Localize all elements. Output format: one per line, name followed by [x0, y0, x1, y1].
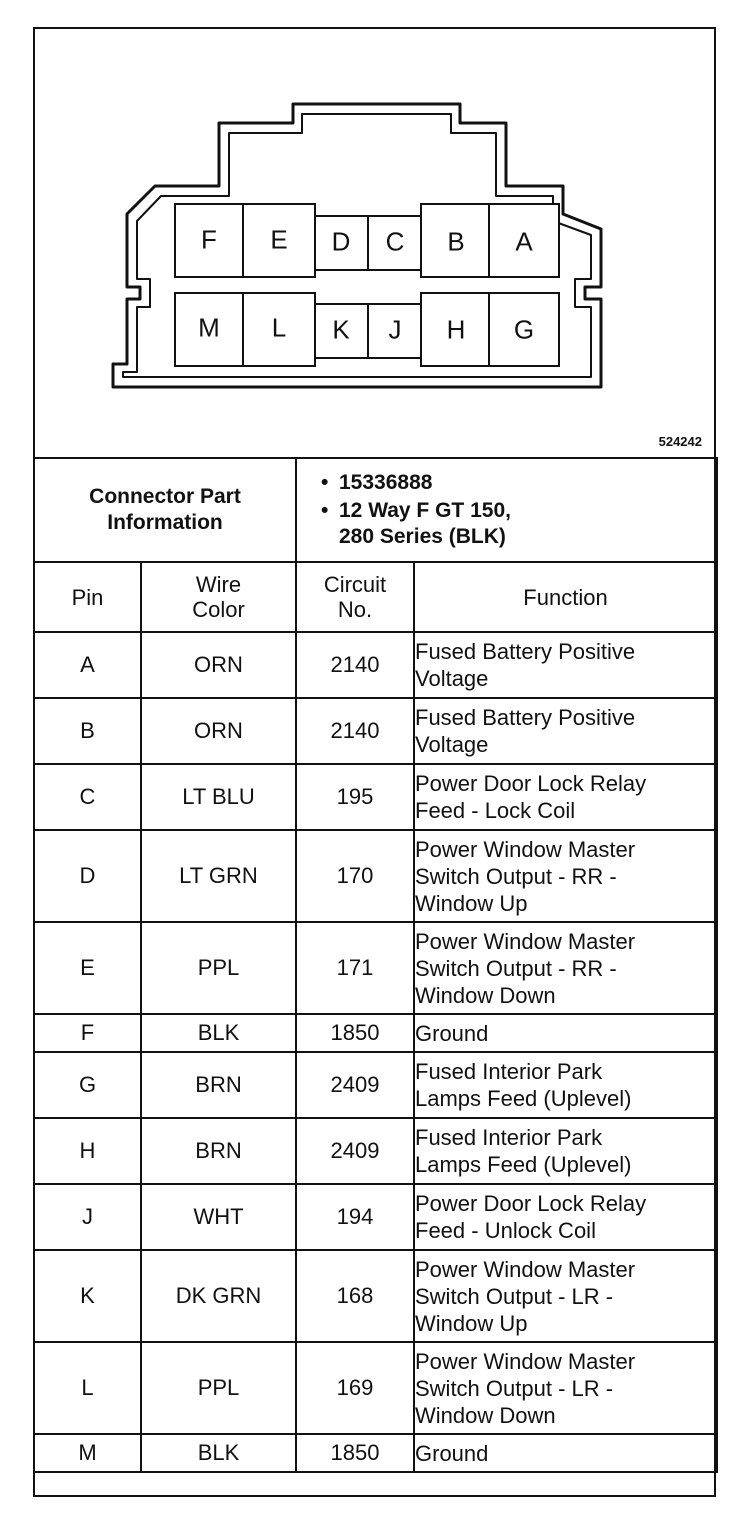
pin-label-g: G: [513, 314, 535, 345]
circuit-cell: 1850: [296, 1434, 414, 1472]
function-line: Ground: [415, 1020, 489, 1046]
function-cell: [414, 1052, 717, 1118]
wire-color-cell: DK GRN: [141, 1250, 296, 1342]
pin-cell: E: [34, 922, 141, 1014]
part-info-label-line1: Connector Part: [89, 485, 241, 508]
table-row: [34, 1014, 717, 1052]
table-row: [34, 1434, 717, 1472]
circuit-cell: 1850: [296, 1014, 414, 1052]
function-cell: [414, 1014, 717, 1052]
wire-color-cell: BLK: [141, 1014, 296, 1052]
part-description-line2: 280 Series (BLK): [339, 525, 506, 548]
wire-color-cell: PPL: [141, 1342, 296, 1434]
header-circuit-no: [296, 562, 414, 632]
function-line: Ground: [415, 1440, 489, 1466]
pin-cell: F: [34, 1014, 141, 1052]
pin-label-l: L: [271, 312, 287, 343]
wire-color-cell: BLK: [141, 1434, 296, 1472]
header-circuit-line2: No.: [337, 597, 373, 622]
function-line: Fused Interior Park: [415, 1125, 603, 1150]
function-line: Power Window Master: [415, 1256, 636, 1282]
function-line: Lamps Feed (Uplevel): [415, 1152, 632, 1177]
function-line: Window Up: [415, 1310, 528, 1336]
table-row: [34, 1052, 717, 1118]
wire-color-cell: BRN: [141, 1052, 296, 1118]
function-cell: [414, 764, 717, 830]
function-line: Power Door Lock Relay: [415, 1191, 647, 1216]
header-function: Function: [414, 562, 717, 632]
function-line: Feed - Unlock Coil: [415, 1218, 596, 1243]
header-wire-color-line1: Wire: [195, 572, 242, 597]
table-row: [34, 1184, 717, 1250]
function-cell: [414, 1184, 717, 1250]
function-cell: [414, 830, 717, 922]
table-row: [34, 830, 717, 922]
header-pin: Pin: [34, 562, 141, 632]
circuit-cell: 2140: [296, 698, 414, 764]
function-line: Voltage: [415, 732, 489, 757]
pin-cell: M: [34, 1434, 141, 1472]
part-description: [339, 498, 716, 550]
function-line: Switch Output - LR -: [415, 1283, 614, 1309]
header-circuit-line1: Circuit: [323, 572, 387, 597]
table-row: [34, 1250, 717, 1342]
pin-label-j: J: [388, 314, 402, 345]
function-line: Window Up: [415, 890, 528, 916]
pin-rows: [34, 632, 717, 1472]
function-cell: [414, 1250, 717, 1342]
connector-diagram: [35, 29, 714, 459]
part-info-label-line2: Information: [107, 511, 223, 534]
pin-cell: C: [34, 764, 141, 830]
function-line: Fused Interior Park: [415, 1059, 603, 1084]
function-line: Power Door Lock Relay: [415, 771, 647, 796]
wire-color-cell: PPL: [141, 922, 296, 1014]
connector-face-outline: [35, 29, 714, 459]
pin-label-a: A: [515, 226, 533, 257]
header-wire-color-line2: Color: [192, 597, 245, 622]
part-description-line1: 12 Way F GT 150,: [339, 499, 511, 522]
function-line: Power Window Master: [415, 928, 636, 954]
pin-label-e: E: [270, 224, 288, 255]
part-info-label: [34, 458, 296, 562]
function-line: Window Down: [415, 982, 556, 1008]
function-line: Switch Output - RR -: [415, 863, 617, 889]
function-line: Voltage: [415, 666, 489, 691]
pin-cell: J: [34, 1184, 141, 1250]
pin-label-f: F: [201, 224, 217, 255]
wire-color-cell: WHT: [141, 1184, 296, 1250]
circuit-cell: 169: [296, 1342, 414, 1434]
function-cell: [414, 1118, 717, 1184]
pin-label-c: C: [385, 226, 405, 257]
part-info-row: [34, 458, 717, 562]
circuit-cell: 2409: [296, 1052, 414, 1118]
circuit-cell: 170: [296, 830, 414, 922]
function-cell: [414, 1434, 717, 1472]
function-line: Power Window Master: [415, 836, 636, 862]
circuit-cell: 195: [296, 764, 414, 830]
function-line: Fused Battery Positive: [415, 639, 636, 664]
header-row: [34, 562, 717, 632]
wire-color-cell: LT BLU: [141, 764, 296, 830]
pin-label-m: M: [198, 312, 220, 343]
pin-cell: A: [34, 632, 141, 698]
wire-color-cell: LT GRN: [141, 830, 296, 922]
figure-id: 524242: [658, 434, 702, 449]
function-cell: [414, 1342, 717, 1434]
function-cell: [414, 698, 717, 764]
circuit-cell: 194: [296, 1184, 414, 1250]
table-row: [34, 764, 717, 830]
wire-color-cell: BRN: [141, 1118, 296, 1184]
function-line: Lamps Feed (Uplevel): [415, 1086, 632, 1111]
pin-cell: H: [34, 1118, 141, 1184]
pin-cell: K: [34, 1250, 141, 1342]
pin-label-h: H: [446, 314, 466, 345]
table-row: [34, 1118, 717, 1184]
part-number: • 15336888: [339, 470, 716, 496]
function-line: Window Down: [415, 1402, 556, 1428]
pin-cell: L: [34, 1342, 141, 1434]
pin-label-d: D: [331, 226, 351, 257]
circuit-cell: 168: [296, 1250, 414, 1342]
part-info-items: [296, 458, 717, 562]
circuit-cell: 2140: [296, 632, 414, 698]
pin-cell: D: [34, 830, 141, 922]
function-cell: [414, 632, 717, 698]
function-line: Switch Output - LR -: [415, 1375, 614, 1401]
pin-label-k: K: [332, 314, 350, 345]
circuit-cell: 2409: [296, 1118, 414, 1184]
pin-label-b: B: [447, 226, 465, 257]
connector-figure-frame: [33, 27, 716, 1497]
table-row: [34, 632, 717, 698]
wire-color-cell: ORN: [141, 698, 296, 764]
header-wire-color: [141, 562, 296, 632]
function-line: Feed - Lock Coil: [415, 798, 576, 823]
function-line: Power Window Master: [415, 1348, 636, 1374]
function-line: Switch Output - RR -: [415, 955, 617, 981]
table-row: [34, 1342, 717, 1434]
circuit-cell: 171: [296, 922, 414, 1014]
table-row: [34, 922, 717, 1014]
table-row: [34, 698, 717, 764]
pin-cell: B: [34, 698, 141, 764]
wire-color-cell: ORN: [141, 632, 296, 698]
function-line: Fused Battery Positive: [415, 705, 636, 730]
function-cell: [414, 922, 717, 1014]
pin-cell: G: [34, 1052, 141, 1118]
pin-table: [33, 457, 718, 1473]
